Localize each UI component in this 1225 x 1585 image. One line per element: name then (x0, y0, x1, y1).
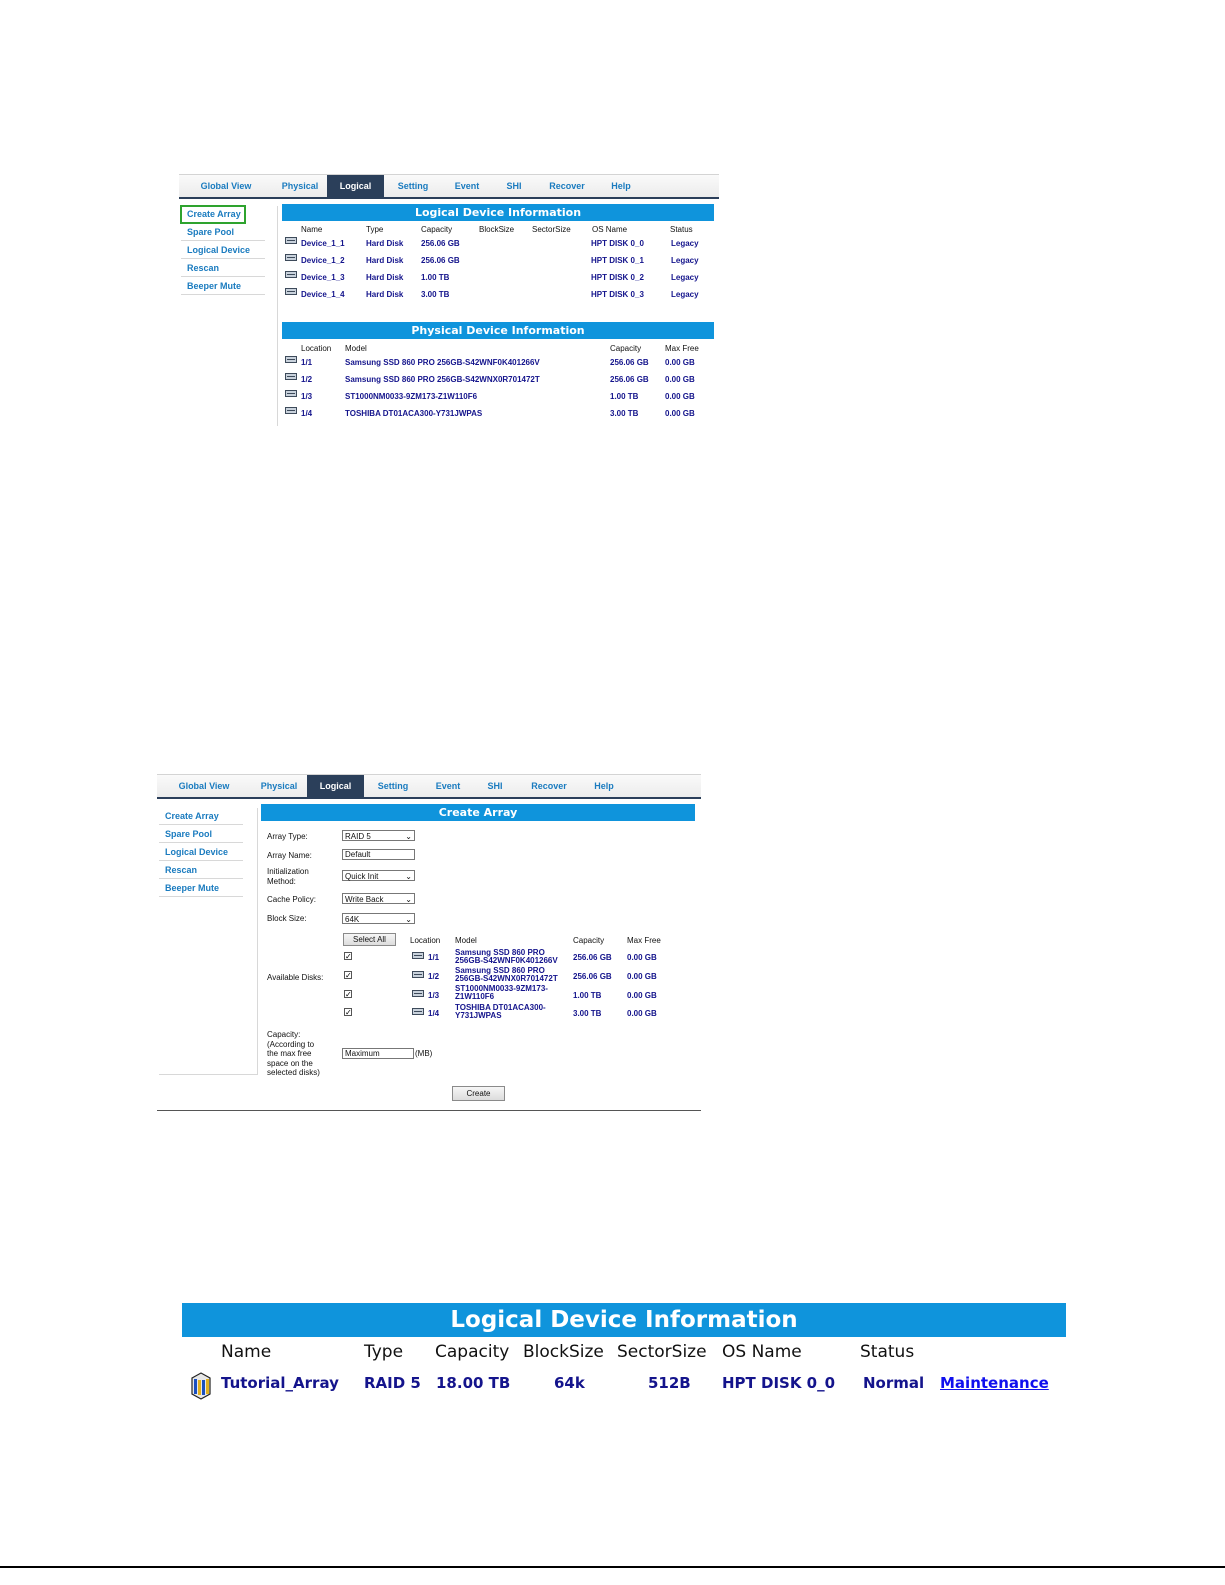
sidebar-item-rescan[interactable]: Rescan (159, 862, 243, 879)
disk-capacity: 256.06 GB (610, 358, 649, 367)
disk-location[interactable]: 1/4 (301, 409, 313, 418)
col-header-os-name: OS Name (722, 1342, 802, 1362)
disk-capacity: 1.00 TB (610, 392, 639, 401)
logical-device-info-header: Logical Device Information (282, 204, 714, 221)
array-type: RAID 5 (364, 1374, 421, 1392)
disk-icon (412, 1007, 424, 1015)
disk-icon (412, 970, 424, 978)
screenshot-create-array (157, 774, 701, 1111)
col-header-model: Model (455, 936, 477, 945)
disk-max-free: 0.00 GB (665, 392, 695, 401)
disk-icon (285, 406, 297, 414)
col-header-capacity: Capacity (435, 1342, 510, 1362)
hard-disk-icon (285, 253, 297, 261)
cache-policy-select[interactable] (342, 893, 415, 904)
tab-physical[interactable]: Physical (281, 181, 319, 191)
disk-location[interactable]: 1/2 (301, 375, 313, 384)
tab-help[interactable]: Help (594, 781, 614, 791)
cache-policy-label: Cache Policy: (267, 895, 316, 904)
sidebar (159, 808, 258, 1075)
disk-icon (285, 372, 297, 380)
sidebar-item-create-array[interactable]: Create Array (181, 206, 245, 223)
hard-disk-icon (285, 287, 297, 295)
disk-model: TOSHIBA DT01ACA300- Y731JWPAS (455, 1003, 546, 1020)
device-capacity: 3.00 TB (421, 290, 450, 299)
chevron-down-icon: ⌄ (405, 832, 412, 841)
sidebar-item-logical-device[interactable]: Logical Device (159, 844, 243, 861)
sidebar (181, 206, 278, 426)
sidebar-item-spare-pool[interactable]: Spare Pool (181, 224, 265, 241)
device-name[interactable]: Device_1_4 (301, 290, 345, 299)
disk-location: 1/3 (428, 991, 440, 1000)
chevron-down-icon: ⌄ (405, 872, 412, 881)
disk-capacity: 3.00 TB (610, 409, 639, 418)
disk-capacity: 1.00 TB (573, 991, 602, 1000)
col-header-location: Location (301, 344, 332, 353)
device-status: Legacy (671, 239, 699, 248)
tab-setting[interactable]: Setting (377, 781, 409, 791)
disk-max-free: 0.00 GB (627, 1009, 657, 1018)
disk-capacity: 3.00 TB (573, 1009, 602, 1018)
capacity-label: Capacity: (According to the max free space on the selected disks) (267, 1030, 320, 1077)
disk-model: ST1000NM0033-9ZM173-Z1W110F6 (345, 392, 478, 401)
hard-disk-icon (285, 270, 297, 278)
device-name[interactable]: Device_1_1 (301, 239, 345, 248)
sidebar-item-create-array[interactable]: Create Array (159, 808, 243, 825)
device-status: Legacy (671, 256, 699, 265)
available-disks-label: Available Disks: (267, 973, 324, 982)
tab-event[interactable]: Event (454, 181, 480, 191)
screenshot-logical-overview (179, 174, 719, 426)
disk-location[interactable]: 1/3 (301, 392, 313, 401)
col-header-blocksize: BlockSize (479, 225, 515, 234)
device-type: Hard Disk (366, 256, 404, 265)
disk-model: Samsung SSD 860 PRO 256GB-S42WNX0R701472T (455, 966, 558, 983)
device-capacity: 256.06 GB (421, 256, 460, 265)
col-header-capacity: Capacity (610, 344, 642, 353)
create-array-header: Create Array (261, 804, 695, 821)
disk-checkbox[interactable]: ✓ (345, 952, 352, 961)
disk-model: TOSHIBA DT01ACA300-Y731JWPAS (345, 409, 483, 418)
init-method-label: Initialization Method: (267, 867, 309, 886)
select-all-button[interactable]: Select All (343, 933, 396, 946)
disk-location: 1/4 (428, 1009, 440, 1018)
device-os-name: HPT DISK 0_0 (591, 239, 644, 248)
device-name[interactable]: Device_1_2 (301, 256, 345, 265)
disk-checkbox[interactable]: ✓ (345, 971, 352, 980)
disk-capacity: 256.06 GB (610, 375, 649, 384)
tab-global-view[interactable]: Global View (178, 781, 230, 791)
disk-max-free: 0.00 GB (665, 358, 695, 367)
device-os-name: HPT DISK 0_3 (591, 290, 644, 299)
col-header-name: Name (301, 225, 323, 234)
tab-bar (157, 774, 701, 799)
device-os-name: HPT DISK 0_1 (591, 256, 644, 265)
screenshot-array-result (182, 1303, 1066, 1405)
col-header-location: Location (410, 936, 441, 945)
disk-location[interactable]: 1/1 (301, 358, 313, 367)
disk-max-free: 0.00 GB (665, 375, 695, 384)
array-status: Normal (863, 1374, 925, 1392)
disk-capacity: 256.06 GB (573, 953, 612, 962)
disk-max-free: 0.00 GB (665, 409, 695, 418)
tab-help[interactable]: Help (611, 181, 631, 191)
chevron-down-icon: ⌄ (405, 915, 412, 924)
tab-global-view[interactable]: Global View (200, 181, 252, 191)
col-header-model: Model (345, 344, 367, 353)
raid-array-icon (189, 1370, 213, 1400)
array-os-name: HPT DISK 0_0 (722, 1374, 836, 1392)
init-method-value: Quick Init (345, 872, 379, 881)
disk-max-free: 0.00 GB (627, 953, 657, 962)
maintenance-link[interactable]: Maintenance (940, 1374, 1049, 1392)
block-size-label: Block Size: (267, 914, 307, 923)
init-method-select[interactable] (342, 870, 415, 881)
col-header-max-free: Max Free (627, 936, 661, 945)
disk-icon (285, 355, 297, 363)
array-sectorsize: 512B (648, 1374, 691, 1392)
disk-capacity: 256.06 GB (573, 972, 612, 981)
tab-event[interactable]: Event (435, 781, 461, 791)
device-status: Legacy (671, 290, 699, 299)
col-header-capacity: Capacity (421, 225, 453, 234)
device-type: Hard Disk (366, 273, 404, 282)
logical-device-info-header: Logical Device Information (182, 1303, 1066, 1337)
device-type: Hard Disk (366, 239, 404, 248)
array-name-input[interactable]: Default (342, 849, 415, 860)
col-header-status: Status (670, 225, 693, 234)
col-header-max-free: Max Free (665, 344, 699, 353)
disk-location: 1/2 (428, 972, 440, 981)
device-status: Legacy (671, 273, 699, 282)
tab-recover[interactable]: Recover (531, 781, 567, 791)
block-size-select[interactable] (342, 913, 415, 924)
sidebar-item-beeper-mute[interactable]: Beeper Mute (181, 278, 265, 295)
device-name[interactable]: Device_1_3 (301, 273, 345, 282)
col-header-blocksize: BlockSize (523, 1342, 604, 1362)
tab-bar (179, 174, 719, 199)
disk-location: 1/1 (428, 953, 440, 962)
tab-recover[interactable]: Recover (549, 181, 585, 191)
tab-logical[interactable]: Logical (327, 175, 384, 197)
array-type-value: RAID 5 (345, 832, 371, 841)
disk-max-free: 0.00 GB (627, 972, 657, 981)
device-capacity: 1.00 TB (421, 273, 450, 282)
array-capacity: 18.00 TB (436, 1374, 511, 1392)
col-header-status: Status (860, 1342, 915, 1362)
array-type-select[interactable] (342, 830, 415, 841)
device-os-name: HPT DISK 0_2 (591, 273, 644, 282)
array-type-label: Array Type: (267, 832, 308, 841)
device-type: Hard Disk (366, 290, 404, 299)
disk-checkbox[interactable]: ✓ (345, 990, 352, 999)
sidebar-item-rescan[interactable]: Rescan (181, 260, 265, 277)
disk-icon (412, 989, 424, 997)
tab-shi[interactable]: SHI (506, 181, 522, 191)
disk-icon (285, 389, 297, 397)
tab-shi[interactable]: SHI (487, 781, 503, 791)
chevron-down-icon: ⌄ (405, 895, 412, 904)
capacity-input[interactable]: Maximum (342, 1048, 414, 1059)
sidebar-item-logical-device[interactable]: Logical Device (181, 242, 265, 259)
device-capacity: 256.06 GB (421, 239, 460, 248)
col-header-sectorsize: SectorSize (617, 1342, 707, 1362)
disk-icon (412, 951, 424, 959)
disk-checkbox[interactable]: ✓ (345, 1008, 352, 1017)
tab-logical[interactable]: Logical (307, 775, 364, 797)
block-size-value: 64K (345, 915, 360, 924)
sidebar-item-spare-pool[interactable]: Spare Pool (159, 826, 243, 843)
disk-model: Samsung SSD 860 PRO 256GB-S42WNF0K401266V (345, 358, 540, 367)
array-blocksize: 64k (554, 1374, 585, 1392)
col-header-os-name: OS Name (592, 225, 628, 234)
capacity-unit: (MB) (415, 1049, 433, 1058)
col-header-sectorsize: SectorSize (532, 225, 571, 234)
tab-physical[interactable]: Physical (260, 781, 298, 791)
disk-model: Samsung SSD 860 PRO 256GB-S42WNX0R701472T (345, 375, 540, 384)
array-name-label: Array Name: (267, 851, 312, 860)
disk-max-free: 0.00 GB (627, 991, 657, 1000)
col-header-type: Type (366, 225, 384, 234)
create-button[interactable]: Create (452, 1086, 505, 1101)
tab-setting[interactable]: Setting (397, 181, 429, 191)
page-bottom-rule (0, 1566, 1225, 1568)
hard-disk-icon (285, 236, 297, 244)
physical-device-info-header: Physical Device Information (282, 322, 714, 339)
col-header-capacity: Capacity (573, 936, 605, 945)
cache-policy-value: Write Back (345, 895, 384, 904)
disk-model: Samsung SSD 860 PRO 256GB-S42WNF0K401266V (455, 948, 558, 965)
sidebar-item-beeper-mute[interactable]: Beeper Mute (159, 880, 243, 897)
col-header-type: Type (364, 1342, 404, 1362)
col-header-name: Name (221, 1342, 272, 1362)
disk-model: ST1000NM0033-9ZM173- Z1W110F6 (455, 984, 548, 1001)
array-name[interactable]: Tutorial_Array (221, 1374, 339, 1392)
